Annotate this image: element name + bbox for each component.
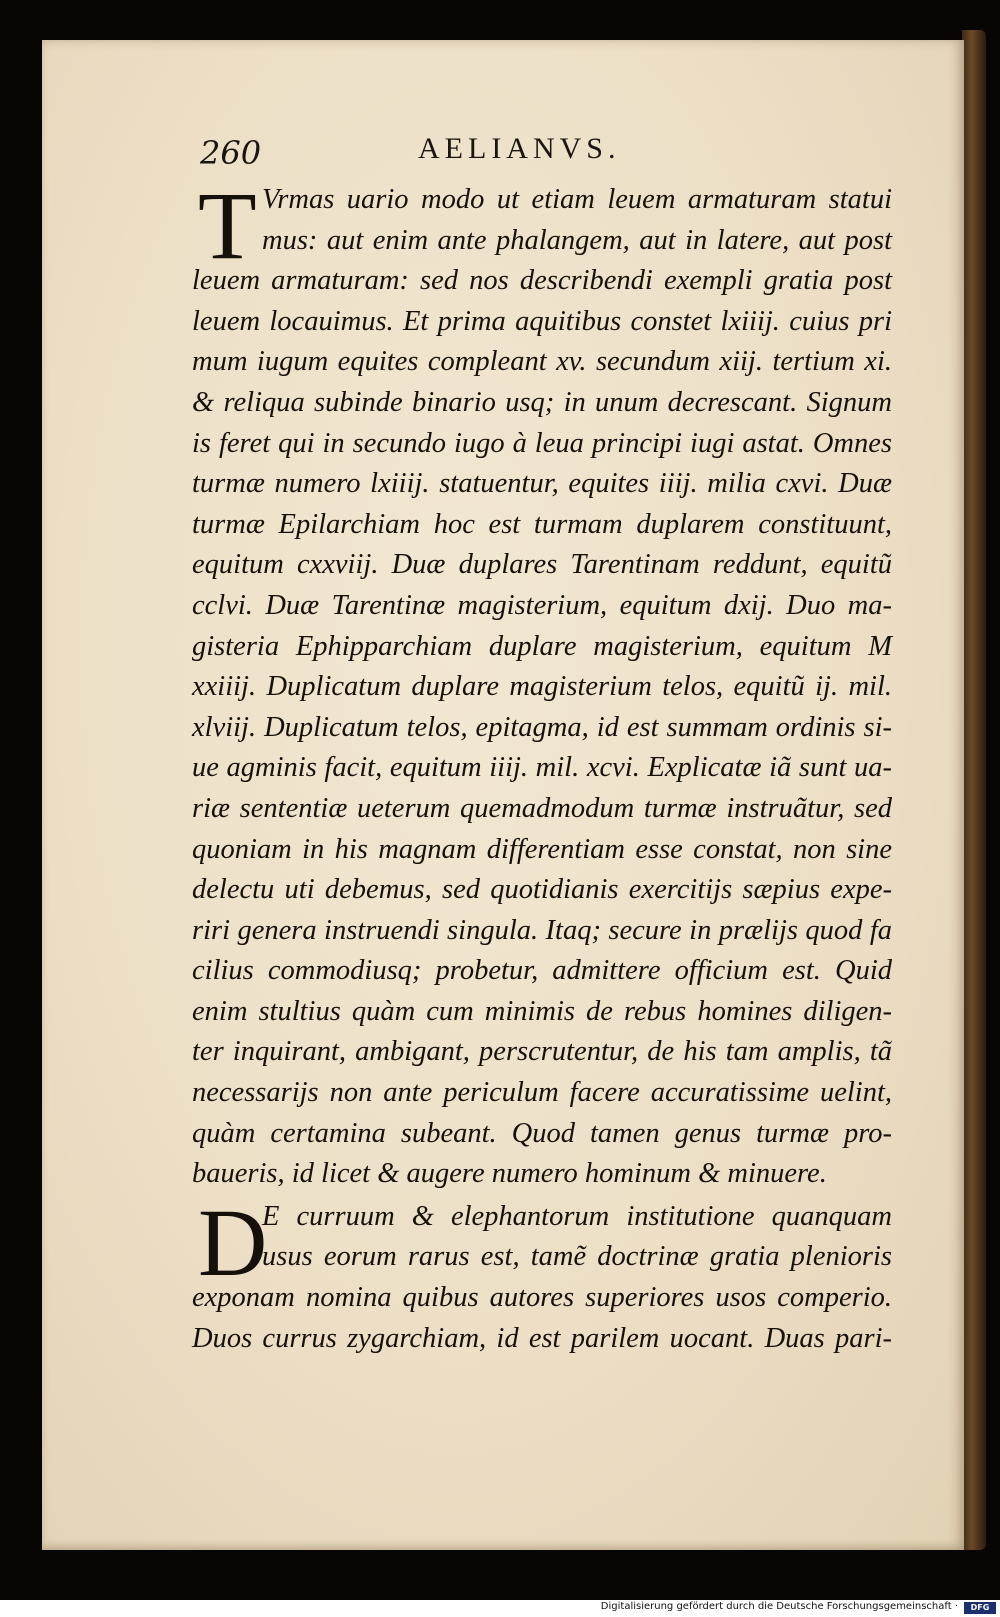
text-line: xlviij. Duplicatum telos, epitagma, id est summam ordinis si-: [192, 711, 892, 743]
text-line: exponam nomina quibus autores superiores usos comperio.: [192, 1282, 892, 1314]
text-line: ter inquirant, ambigant, perscrutentur, de his tam amplis, tã: [192, 1036, 892, 1068]
text-line: leuem locauimus. Et prima aquitibus constet lxiiij. cuius pri: [192, 305, 892, 337]
text-line: mum iugum equites compleant xv. secundum xiij. tertium xi.: [192, 346, 892, 378]
book-fore-edge: [962, 30, 986, 1550]
text-line: cclvi. Duæ Tarentinæ magisterium, equitum dxij. Duo ma-: [192, 589, 892, 621]
text-line: leuem armaturam: sed nos describendi exempli gratia post: [192, 265, 892, 297]
drop-cap: D: [198, 1188, 268, 1296]
text-line: turmæ Epilarchiam hoc est turmam duplarem constituunt,: [192, 508, 892, 540]
text-line: E curruum & elephantorum institutione quanquam: [262, 1200, 892, 1232]
text-line: riæ sententiæ ueterum quemadmodum turmæ instruãtur, sed: [192, 792, 892, 824]
text-line: usus eorum rarus est, tamẽ doctrinæ gratia plenioris: [262, 1241, 892, 1273]
text-line: mus: aut enim ante phalangem, aut in latere, aut post: [262, 224, 892, 256]
text-line: delectu uti debemus, sed quotidianis exercitijs sæpius expe-: [192, 874, 892, 906]
text-line: is feret qui in secundo iugo à leua principi iugi astat. Omnes: [192, 427, 892, 459]
funding-notice: Digitalisierung gefördert durch die Deutsche Forschungsgemeinschaft ·: [600, 1601, 958, 1612]
text-line: baueris, id licet & augere numero hominum & minuere.: [192, 1158, 827, 1190]
paragraph-1: [192, 172, 892, 1195]
text-line: cilius commodiusq; probetur, admittere officium est. Quid: [192, 955, 892, 987]
paragraph-2: [192, 1188, 892, 1359]
dfg-logo: DFG: [964, 1602, 996, 1614]
body-text: [192, 172, 892, 1359]
header-title: AELIANVS.: [418, 132, 621, 165]
text-line: ue agminis facit, equitum iiij. mil. xcvi. Explicatæ iã sunt ua-: [192, 752, 892, 784]
text-line: enim stultius quàm cum minimis de rebus homines diligen-: [192, 995, 892, 1027]
text-line: riri genera instruendi singula. Itaq; secure in prælijs quod fa: [192, 914, 892, 946]
page-number: 260: [200, 134, 262, 172]
drop-cap: T: [198, 172, 257, 279]
text-line: gisteria Ephipparchiam duplare magisterium, equitum M: [192, 630, 892, 662]
text-line: equitum cxxviij. Duæ duplares Tarentinam reddunt, equitũ: [192, 549, 892, 581]
text-line: quoniam in his magnam differentiam esse constat, non sine: [192, 833, 892, 865]
text-line: necessarijs non ante periculum facere accuratissime uelint,: [192, 1077, 892, 1109]
footer-band: [0, 1600, 1000, 1617]
text-line: & reliqua subinde binario usq; in unum decrescant. Signum: [192, 386, 892, 418]
running-head: [200, 128, 900, 174]
text-line: Duos currus zygarchiam, id est parilem uocant. Duas pari-: [192, 1322, 892, 1354]
text-line: xxiiij. Duplicatum duplare magisterium telos, equitũ ij. mil.: [192, 671, 892, 703]
text-line: Vrmas uario modo ut etiam leuem armaturam statui: [262, 184, 892, 215]
text-line: turmæ numero lxiiij. statuentur, equites iiij. milia cxvi. Duæ: [192, 468, 892, 500]
text-line: quàm certamina subeant. Quod tamen genus turmæ pro-: [192, 1117, 892, 1149]
